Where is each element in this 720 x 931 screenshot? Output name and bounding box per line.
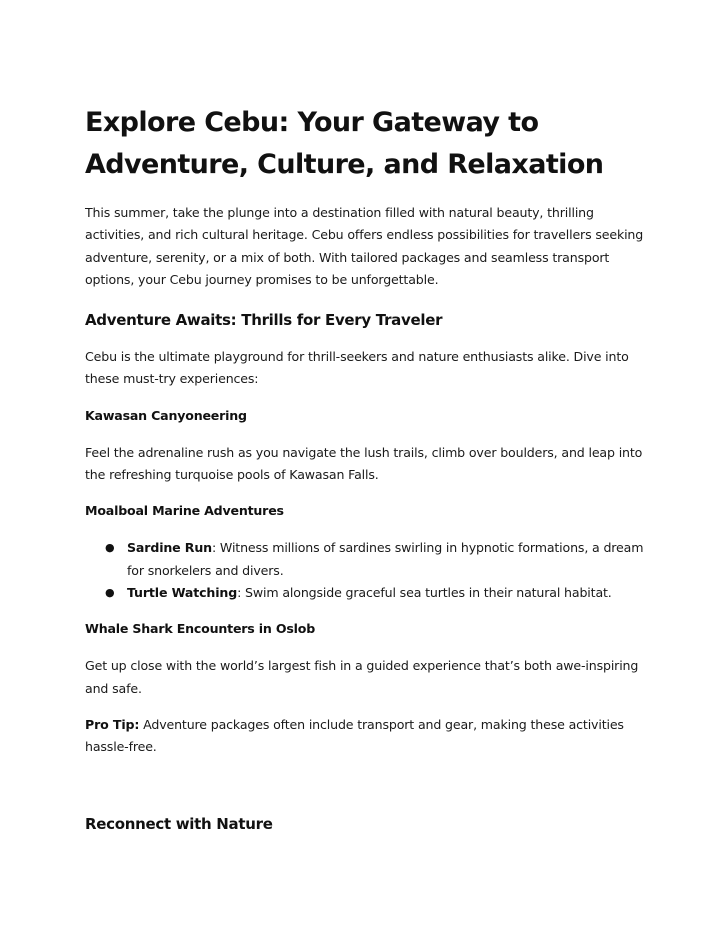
section-heading-adventure: Adventure Awaits: Thrills for Every Traveler: [85, 311, 443, 330]
subheading-whale-shark: Whale Shark Encounters in Oslob: [85, 621, 316, 637]
article: [85, 102, 645, 835]
list-item-text: : Swim alongside graceful sea turtles in their natural habitat.: [237, 584, 612, 600]
list-item: [85, 582, 645, 604]
subheading-moalboal: Moalboal Marine Adventures: [85, 503, 284, 519]
whale-shark-paragraph: Get up close with the world’s largest fish in a guided experience that’s both awe-inspiring and safe.: [85, 658, 639, 696]
pro-tip-label: Pro Tip:: [85, 716, 140, 732]
kawasan-paragraph: Feel the adrenaline rush as you navigate the lush trails, climb over boulders, and leap into the refreshing turquoise pools of Kawasan Falls.: [85, 444, 643, 483]
list-item-term: Turtle Watching: [127, 584, 238, 600]
list-item-term: Sardine Run: [127, 540, 212, 556]
bullet-icon: ●: [105, 541, 115, 555]
list-item-text: : Witness millions of sardines swirling in hypnotic formations, a dream for snorkelers and divers.: [127, 540, 644, 578]
bullet-icon: ●: [105, 585, 115, 599]
moalboal-list: [85, 537, 645, 604]
pro-tip-paragraph: [85, 714, 645, 759]
adventure-lead-paragraph: Cebu is the ultimate playground for thrill-seekers and nature enthusiasts alike. Dive into these must-try experiences:: [85, 349, 629, 387]
list-item: [85, 537, 645, 582]
pro-tip-text: Adventure packages often include transport and gear, making these activities hassle-free.: [85, 716, 624, 755]
section-heading-nature: Reconnect with Nature: [85, 815, 273, 834]
intro-paragraph: This summer, take the plunge into a destination filled with natural beauty, thrilling activities, and rich cultural heritage. Cebu offers endless possibilities for travellers seeking adventure, serenity, or a mix of both. With tailored packages and seamless transport options, your Cebu journey promises to be unforgettable.: [85, 205, 644, 287]
subheading-kawasan: Kawasan Canyoneering: [85, 407, 247, 423]
page-title: Explore Cebu: Your Gateway to Adventure, Culture, and Relaxation: [85, 107, 604, 180]
